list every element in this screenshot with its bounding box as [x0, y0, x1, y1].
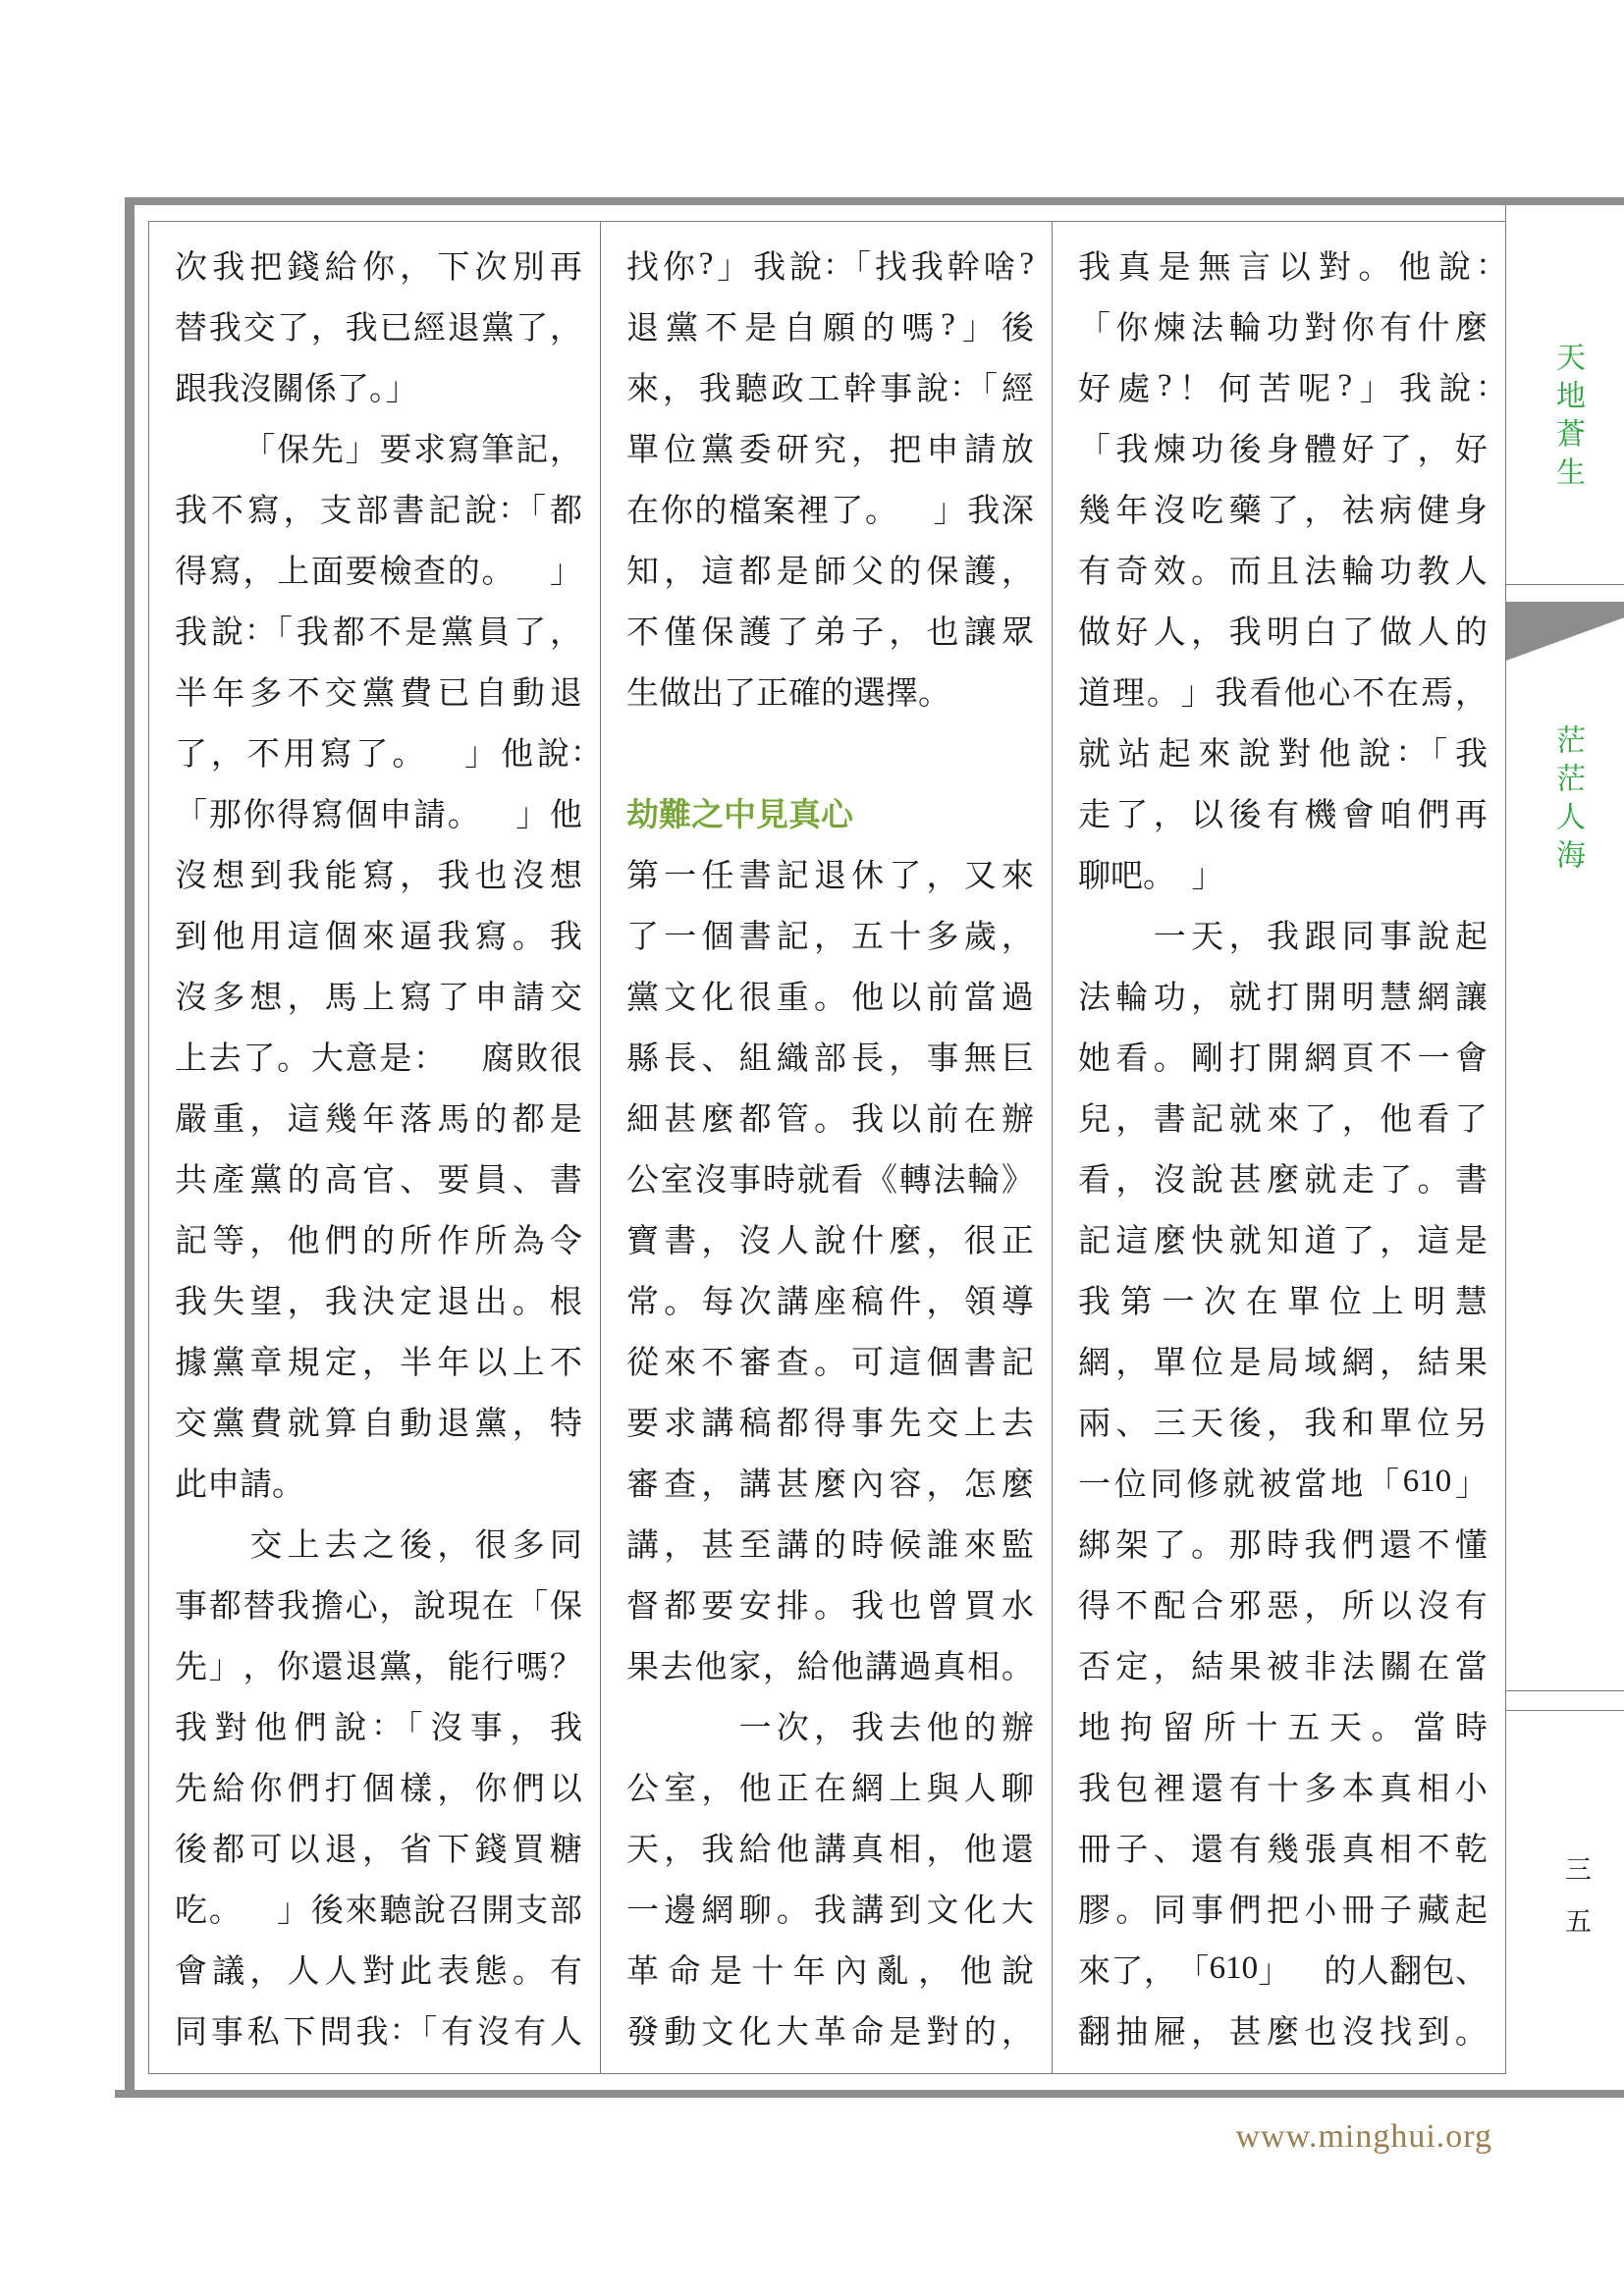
- text-line: 來 ， 我 聽 政 工 幹 事 說 : 「 經: [626, 367, 1034, 407]
- text-line: 我 失 望 ， 我 決 定 退 出 。 根: [175, 1284, 582, 1320]
- text-line: 「 我 煉 功 後 身 體 好 了 ， 好: [1078, 432, 1488, 468]
- text-line: 公 室 ， 他 正 在 網 上 與 人 聊: [626, 1771, 1034, 1807]
- text-line: 記 等 ， 他 們 的 所 作 所 為 令: [175, 1223, 582, 1259]
- text-line: 知 ， 這 都 是 師 父 的 保 護 ，: [626, 554, 1034, 590]
- text-line: 事 都 替 我 擔 心 ， 說 現 在 「 保: [175, 1588, 582, 1625]
- text-line: 找 你 ? 」 我 說 : 「 找 我 幹 啥 ?: [626, 245, 1034, 286]
- text-line: 一 次 ， 我 去 他 的 辦: [738, 1710, 1034, 1746]
- text-line: 我 包 裡 還 有 十 多 本 真 相 小: [1078, 1771, 1488, 1807]
- text-line: 看 ， 沒 說 甚 麼 就 走 了 。 書: [1078, 1162, 1488, 1199]
- text-line: 上 去 了 。 大 意 是 ： 腐 敗 很: [175, 1041, 582, 1077]
- text-line: 一 位 同 修 就 被 當 地 「 610 」: [1078, 1463, 1488, 1503]
- text-line: 她 看 。 剛 打 開 網 頁 不 一 會: [1078, 1041, 1488, 1077]
- text-line: 共 產 黨 的 高 官 、 要 員 、 書: [175, 1162, 582, 1199]
- text-line: 我 不 寫 ， 支 部 書 記 說 : 「 都: [175, 489, 582, 529]
- frame-left-bar: [125, 197, 135, 2098]
- text-line: 膠 。 同 事 們 把 小 冊 子 藏 起: [1078, 1893, 1488, 1929]
- text-line: 要 求 講 稿 都 得 事 先 交 上 去: [626, 1406, 1034, 1442]
- text-line: 網 ， 單 位 是 局 域 網 ， 結 果: [1078, 1345, 1488, 1381]
- text-line: 講 ， 甚 至 講 的 時 候 誰 來 監: [626, 1527, 1034, 1564]
- text-column-2: [601, 222, 1053, 2073]
- text-line: 第 一 任 書 記 退 休 了 ， 又 來: [626, 858, 1034, 894]
- text-line: 「 那 你 得 寫 個 申 請 。 」 他: [175, 797, 582, 833]
- text-line: 半 年 多 不 交 黨 費 已 自 動 退: [175, 675, 582, 712]
- text-line: 做 好 人 ， 我 明 白 了 做 人 的: [1078, 614, 1488, 651]
- text-line: 督 都 要 安 排 。 我 也 曾 買 水: [626, 1588, 1034, 1625]
- text-line: 跟我沒關係了。」: [175, 371, 418, 407]
- text-line: 我 說 : 「 我 都 不 是 黨 員 了 ，: [175, 611, 582, 651]
- text-line: 天 ， 我 給 他 講 真 相 ， 他 還: [626, 1832, 1034, 1868]
- text-line: 法 輪 功 ， 就 打 開 明 慧 網 讓: [1078, 980, 1488, 1016]
- frame-bottom-bar: [115, 2090, 1624, 2098]
- text-line: 黨 文 化 很 重 。 他 以 前 當 過: [626, 980, 1034, 1016]
- section-heading: 劫難之中見真心: [626, 797, 853, 833]
- text-line: 來 了 ， 「 610 」 的 人 翻 包 、: [1078, 1949, 1488, 1990]
- text-line: 從 來 不 審 查 。 可 這 個 書 記: [626, 1345, 1034, 1381]
- text-line: 替 我 交 了 ， 我 已 經 退 黨 了 ，: [175, 310, 582, 347]
- text-line: 有 奇 效 。 而 且 法 輪 功 教 人: [1078, 554, 1488, 590]
- text-line: 得 不 配 合 邪 惡 ， 所 以 沒 有: [1078, 1588, 1488, 1625]
- margin-triangle-decoration: [1506, 602, 1624, 661]
- text-line: 好 處 ? ！ 何 苦 呢 ? 」 我 說 :: [1078, 367, 1488, 407]
- text-line: 果 去 他 家 ， 給 他 講 過 真 相 。: [626, 1649, 1034, 1685]
- text-line: 幾 年 沒 吃 藥 了 ， 祛 病 健 身: [1078, 493, 1488, 529]
- site-url: www.minghui.org: [1235, 2118, 1492, 2155]
- text-line: 同 事 私 下 問 我 : 「 有 沒 有 人: [175, 2010, 582, 2051]
- text-line: 「 你 煉 法 輪 功 對 你 有 什 麼: [1078, 310, 1488, 347]
- text-line: 兒 ， 書 記 就 來 了 ， 他 看 了: [1078, 1101, 1488, 1138]
- text-line: 「 保 先 」 要 求 寫 筆 記 ，: [243, 432, 582, 468]
- text-line: 不 僅 保 護 了 弟 子 ， 也 讓 眾: [626, 614, 1034, 651]
- text-line: 我 對 他 們 說 : 「 沒 事 ， 我: [175, 1706, 582, 1746]
- margin-label-top: 天地蒼生: [1551, 342, 1584, 495]
- text-line: 聊吧。 」: [1078, 858, 1224, 894]
- text-line: 生做出了正確的選擇。: [626, 675, 950, 712]
- text-line: 就 站 起 來 說 對 他 說 : 「 我: [1078, 732, 1488, 773]
- text-line: 否 定 ， 結 果 被 非 法 關 在 當: [1078, 1649, 1488, 1685]
- text-line: 綁 架 了 。 那 時 我 們 還 不 懂: [1078, 1527, 1488, 1564]
- text-line: 沒 多 想 ， 馬 上 寫 了 申 請 交: [175, 980, 582, 1016]
- text-line: 細 甚 麼 都 管 。 我 以 前 在 辦: [626, 1101, 1034, 1138]
- text-line: [626, 721, 1034, 781]
- text-line: 到 他 用 這 個 來 逼 我 寫 。 我: [175, 919, 582, 955]
- text-line: 常 。 每 次 講 座 稿 件 ， 領 導: [626, 1284, 1034, 1320]
- text-line: 此申請。: [175, 1467, 304, 1503]
- text-line: 單 位 黨 委 研 究 ， 把 申 請 放: [626, 432, 1034, 468]
- margin-rule: [1506, 584, 1624, 585]
- text-line: 發 動 文 化 大 革 命 是 對 的 ，: [626, 2014, 1034, 2051]
- text-line: 審 查 ， 講 甚 麼 內 容 ， 怎 麼: [626, 1467, 1034, 1503]
- margin-double-rule-2: [1506, 1710, 1624, 1711]
- text-line: 先 」 ， 你 還 退 黨 ， 能 行 嗎 ？: [175, 1649, 582, 1685]
- text-line: 寶 書 ， 沒 人 說 什 麼 ， 很 正: [626, 1223, 1034, 1259]
- text-line: 道 理 。 」 我 看 他 心 不 在 焉 ，: [1078, 675, 1488, 712]
- text-line: 次 我 把 錢 給 你 ， 下 次 別 再: [175, 249, 582, 286]
- text-line: 交 黨 費 就 算 自 動 退 黨 ， 特: [175, 1406, 582, 1442]
- text-line: 退 黨 不 是 自 願 的 嗎 ? 」 後: [626, 306, 1034, 347]
- text-line: 會 議 ， 人 人 對 此 表 態 。 有: [175, 1953, 582, 1990]
- text-line: 交 上 去 之 後 ， 很 多 同: [249, 1527, 582, 1564]
- text-line: 走 了 ， 以 後 有 機 會 咱 們 再: [1078, 797, 1488, 833]
- margin-double-rule-1: [1506, 1690, 1624, 1691]
- text-line: 吃 。 」 後 來 聽 說 召 開 支 部: [175, 1893, 582, 1929]
- text-column-3: [1053, 222, 1505, 2073]
- text-line: 兩 、 三 天 後 ， 我 和 單 位 另: [1078, 1406, 1488, 1442]
- text-line: 一 天 ， 我 跟 同 事 說 起: [1153, 919, 1488, 955]
- text-line: 革 命 是 十 年 內 亂 ， 他 說: [626, 1953, 1034, 1990]
- text-line: 嚴 重 ， 這 幾 年 落 馬 的 都 是: [175, 1101, 582, 1138]
- text-line: 得 寫 ， 上 面 要 檢 查 的 。 」: [175, 554, 582, 590]
- text-line: 記 這 麼 快 就 知 道 了 ， 這 是: [1078, 1223, 1488, 1259]
- text-column-1: [149, 222, 601, 2073]
- margin-label-bottom: 茫茫人海: [1551, 724, 1584, 878]
- content-area: [148, 221, 1506, 2074]
- text-line: 據 黨 章 規 定 ， 半 年 以 上 不: [175, 1345, 582, 1381]
- text-line: 公 室 沒 事 時 就 看 《 轉 法 輪 》: [626, 1162, 1034, 1199]
- text-line: 先 給 你 們 打 個 樣 ， 你 們 以: [175, 1771, 582, 1807]
- text-line: 後 都 可 以 退 ， 省 下 錢 買 糖: [175, 1832, 582, 1868]
- text-line: 地 拘 留 所 十 五 天 。 當 時: [1078, 1710, 1488, 1746]
- text-line: 沒 想 到 我 能 寫 ， 我 也 沒 想: [175, 858, 582, 894]
- text-line: 了 ， 不 用 寫 了 。 」 他 說 :: [175, 732, 582, 773]
- text-line: 一 邊 網 聊 。 我 講 到 文 化 大: [626, 1893, 1034, 1929]
- page-number: 三五: [1561, 1855, 1591, 1959]
- frame-top-bar: [125, 197, 1624, 205]
- text-line: 在 你 的 檔 案 裡 了 。 」 我 深: [626, 493, 1034, 529]
- text-line: 我 真 是 無 言 以 對 。 他 說 :: [1078, 245, 1488, 286]
- text-line: 我 第 一 次 在 單 位 上 明 慧: [1078, 1284, 1488, 1320]
- text-line: 縣 長 、 組 織 部 長 ， 事 無 巨: [626, 1041, 1034, 1077]
- text-line: 翻 抽 屜 ， 甚 麼 也 沒 找 到 。: [1078, 2014, 1488, 2051]
- text-line: 冊 子 、 還 有 幾 張 真 相 不 乾: [1078, 1832, 1488, 1868]
- text-line: 了 一 個 書 記 ， 五 十 多 歲 ，: [626, 919, 1034, 955]
